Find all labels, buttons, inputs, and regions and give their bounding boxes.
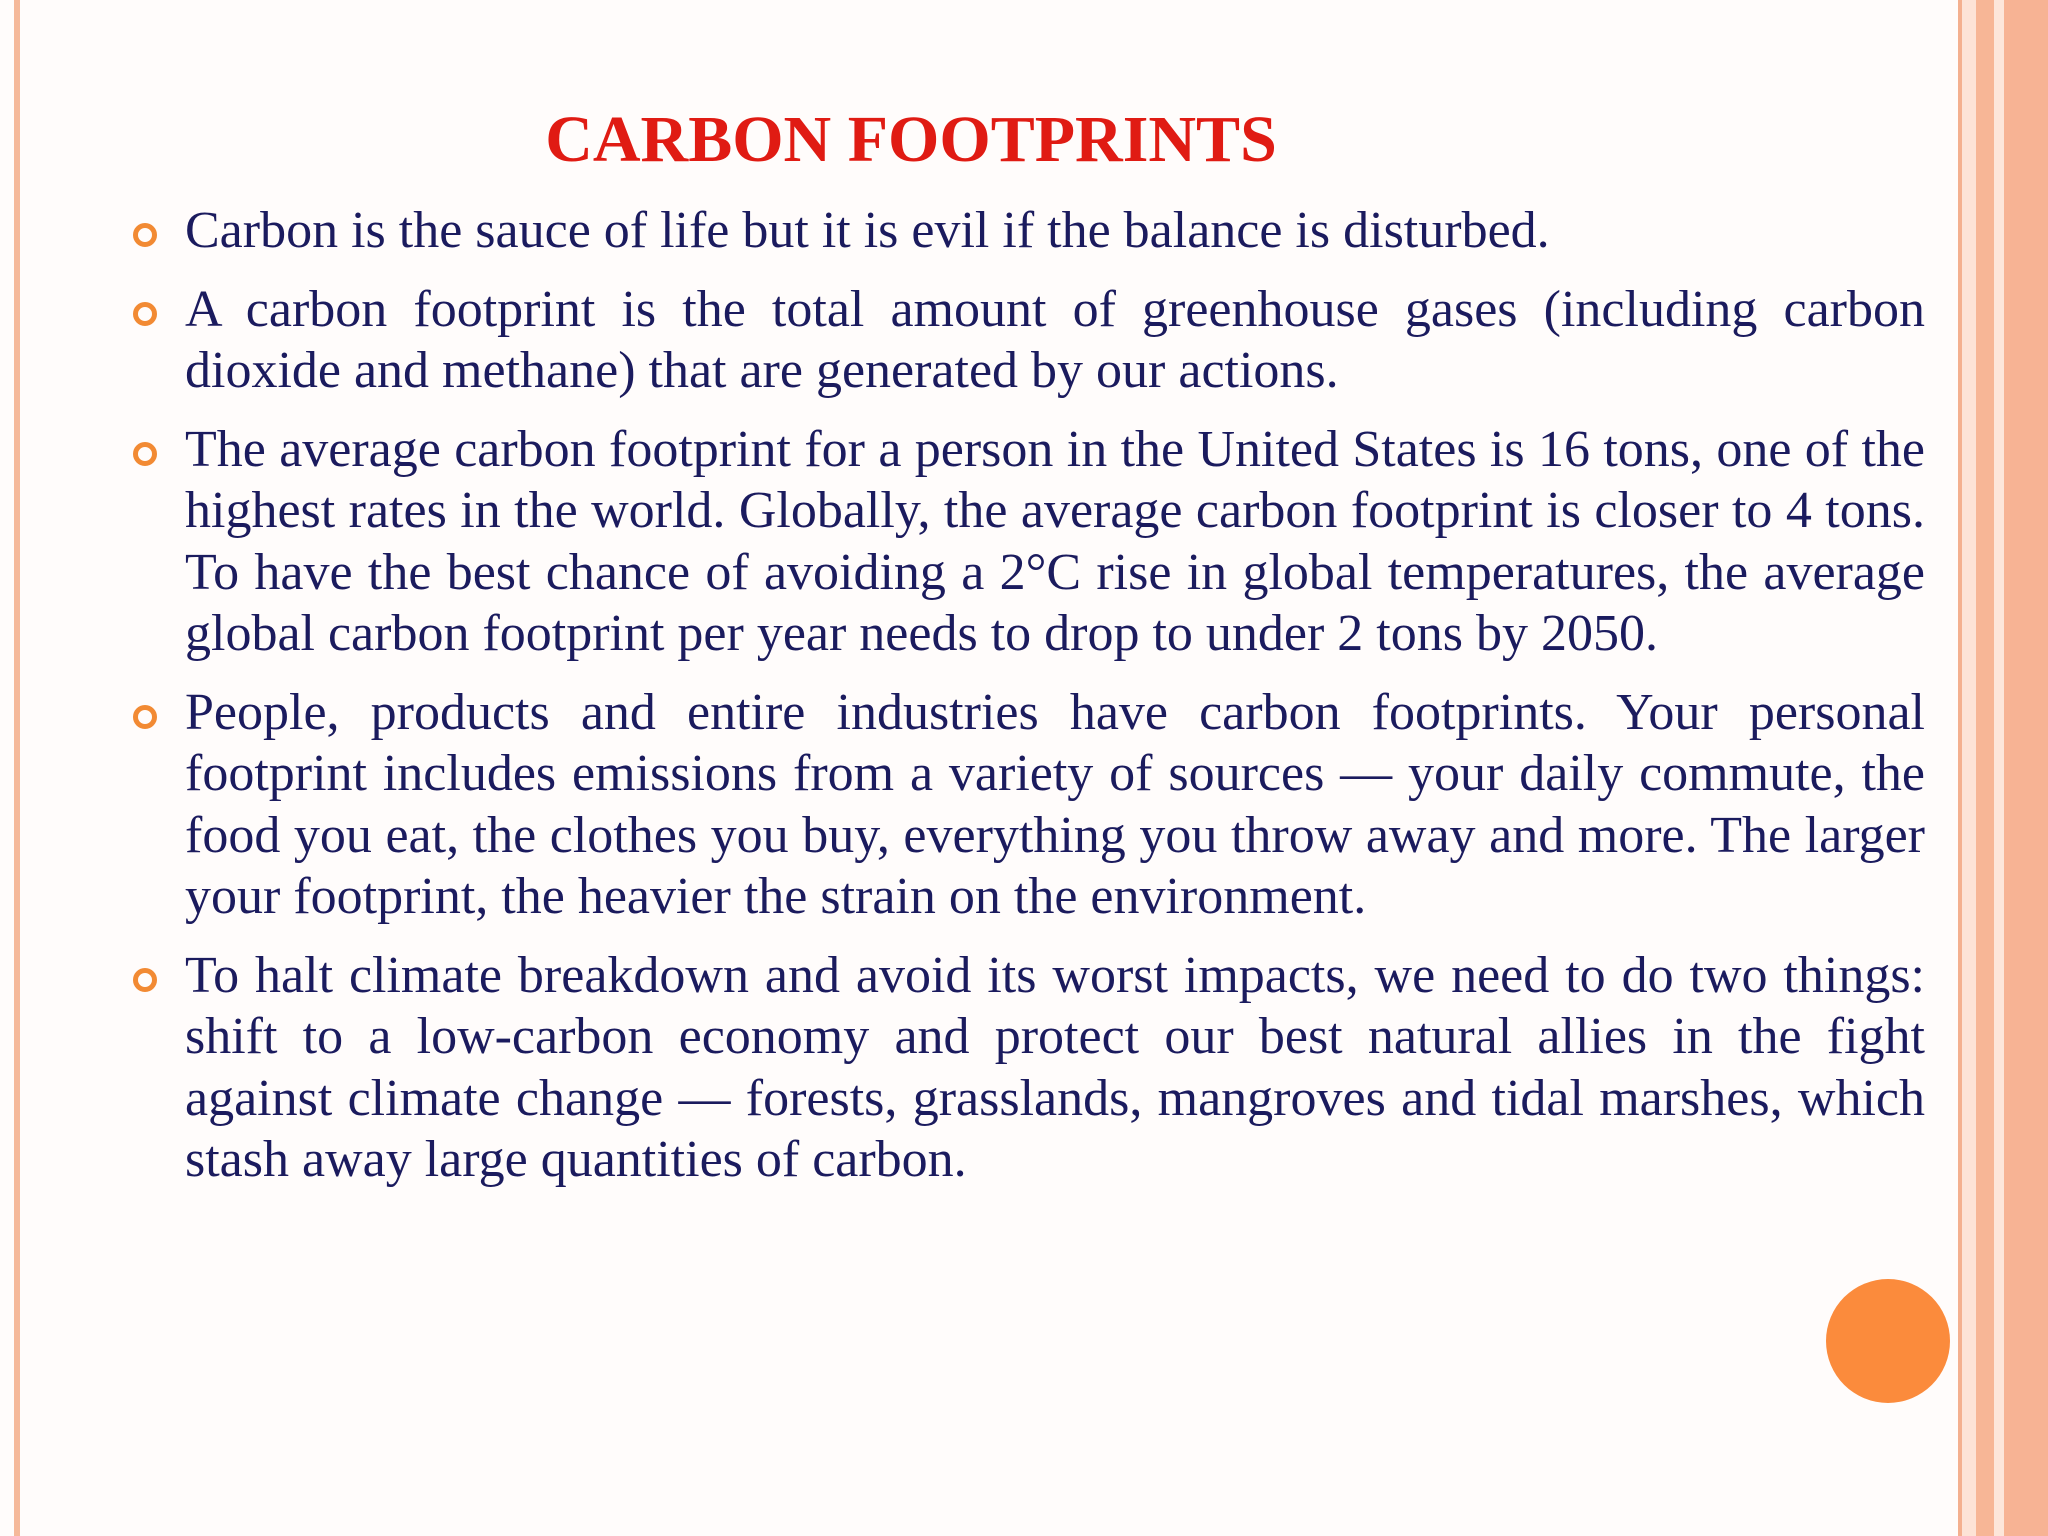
right-decorative-band-inner	[1976, 0, 1994, 1536]
bullet-text: Carbon is the sauce of life but it is evil if the balance is disturbed.	[185, 202, 1550, 259]
bullet-item	[185, 682, 1925, 928]
bullet-list	[185, 200, 1925, 1208]
bullet-text: People, products and entire industries have carbon footprints. Your personal footprint includes emissions from a variety of sources — your daily commute, the food you eat, the clothes you buy, everything you throw away and more. The larger your footprint, the heavier the strain on the environment.	[185, 683, 1925, 925]
bullet-circle-icon	[133, 223, 157, 247]
right-decorative-band-edge	[2004, 0, 2048, 1536]
bullet-text: A carbon footprint is the total amount of greenhouse gases (including carbon dioxide and methane) that are generated by our actions.	[185, 280, 1925, 399]
right-decorative-band-fill	[1994, 0, 2004, 1536]
left-decorative-stripe	[14, 0, 20, 1536]
right-decorative-band-gap	[1962, 0, 1976, 1536]
bullet-text: To halt climate breakdown and avoid its worst impacts, we need to do two things: shift to a low-carbon economy and protect our best natural allies in the fight against climate change — forests, grasslands, mangroves and tidal marshes, which stash away large quantities of carbon.	[185, 946, 1925, 1188]
bullet-circle-icon	[133, 302, 157, 326]
bullet-item	[185, 945, 1925, 1191]
slide-title: CARBON FOOTPRINTS	[545, 103, 1277, 176]
bullet-text: The average carbon footprint for a person in the United States is 16 tons, one of the highest rates in the world. Globally, the average carbon footprint is closer to 4 tons. To have the best chance of avoiding a 2°C rise in global temperatures, the average global carbon footprint per year needs to drop to under 2 tons by 2050.	[185, 420, 1925, 662]
bullet-circle-icon	[133, 442, 157, 466]
bullet-circle-icon	[133, 705, 157, 729]
bullet-item	[185, 419, 1925, 665]
bullet-item	[185, 200, 1925, 262]
bullet-item	[185, 279, 1925, 402]
orange-circle-decoration	[1826, 1279, 1950, 1403]
bullet-circle-icon	[133, 968, 157, 992]
